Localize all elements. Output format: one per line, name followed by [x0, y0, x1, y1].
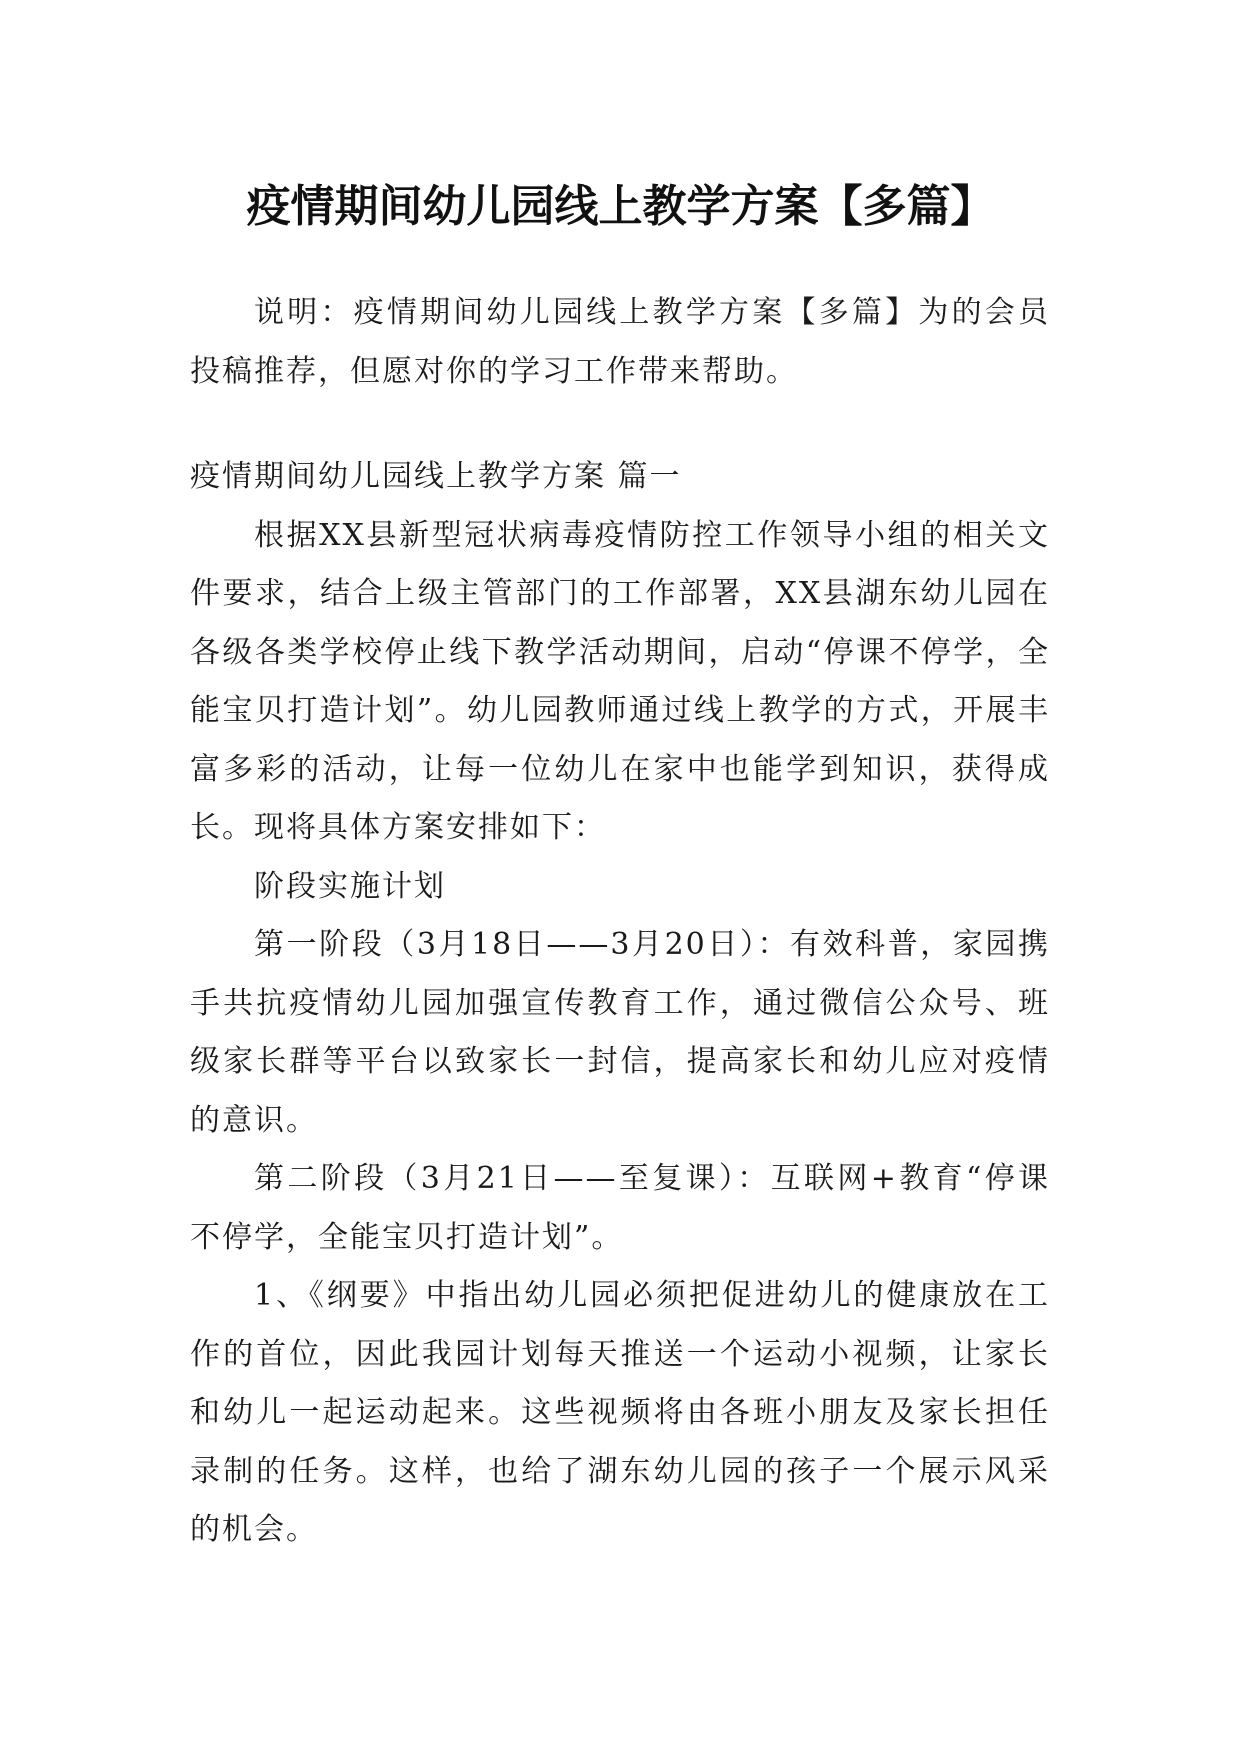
spacer — [190, 401, 1050, 448]
section-heading: 疫情期间幼儿园线上教学方案 篇一 — [190, 459, 682, 494]
body-paragraph: 根据XX县新型冠状病毒疫情防控工作领导小组的相关文件要求，结合上级主管部门的工作部署，XX县湖东幼儿园在各级各类学校停止线下教学活动期间，启动“停课不停学，全能宝贝打造计划”。幼儿园教师通过线上教学的方式，开展丰富多彩的活动，让每一位幼儿在家中也能学到知识，获得成长。现将具体方案安排如下： — [190, 517, 1050, 845]
body-paragraph: 1、《纲要》中指出幼儿园必须把促进幼儿的健康放在工作的首位，因此我园计划每天推送一个运动小视频，让家长和幼儿一起运动起来。这些视频将由各班小朋友及家长担任录制的任务。这样，也给了湖东幼儿园的孩子一个展示风采的机会。 — [190, 1278, 1050, 1547]
intro-note: 说明：疫情期间幼儿园线上教学方案【多篇】为的会员投稿推荐，但愿对你的学习工作带来帮助。 — [190, 295, 1050, 389]
document-title: 疫情期间幼儿园线上教学方案【多篇】 — [246, 181, 995, 233]
body-paragraph: 第二阶段（3月21日——至复课）：互联网+教育“停课不停学，全能宝贝打造计划”。 — [190, 1161, 1050, 1255]
document-body — [190, 284, 1050, 1560]
body-paragraph: 第一阶段（3月18日——3月20日）：有效科普，家园携手共抗疫情幼儿园加强宣传教育工作，通过微信公众号、班级家长群等平台以致家长一封信，提高家长和幼儿应对疫情的意识。 — [190, 927, 1050, 1138]
subheading: 阶段实施计划 — [254, 868, 446, 904]
